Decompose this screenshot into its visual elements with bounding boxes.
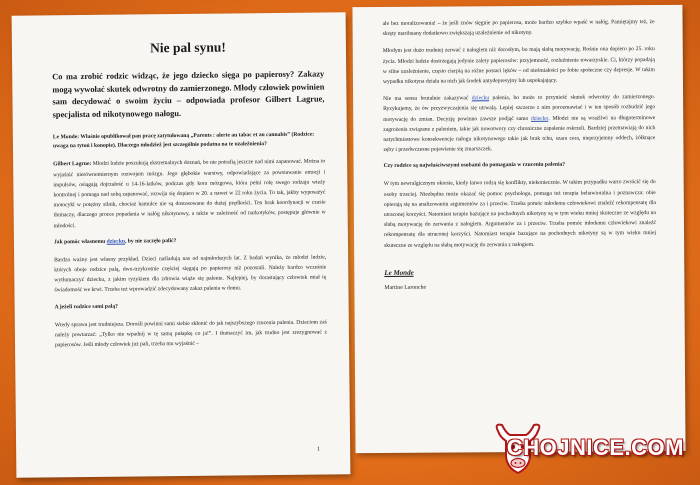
answer-1 [53, 157, 326, 231]
answer-3: Wtedy sprawa jest trudniejsza. Dorośli powinni sami siebie skłonić do jak najszybszego rzucenia palenia. Dzieciom zaś należy powtarzać: „Tylko nie wpadnij w tę samą pułapkę co ja!”. I tłumaczyć im, jak trudno jest zrezygnować z papierosów. Jeśli młody człowiek już pali, trzeba mu wyjaśnić – [54, 319, 327, 349]
page-1-content [52, 12, 329, 477]
article-page-2 [352, 5, 685, 453]
answer-1-speaker: Gilbert Lagrue: [53, 161, 92, 168]
paragraph-prohibition-link-2[interactable]: dziecko [530, 115, 549, 122]
question-2-text-after: , by nie zaczęło palić? [124, 237, 177, 245]
paragraph-prohibition-text-2: palenia, bo może to przynieść skutek odwrotny do zamierzonego. Ryzykujemy, że ów przyzwyczajenia się utrwalą. Lepiej szczerze z nim porozmawiać i w ten sposób rozbudzić jego motywację do zmian. Decyzję powinno zawsze podjąć samo [383, 94, 656, 123]
paragraph-prohibition-text-1: Nie ma sensu brutalnie zakazywać [383, 95, 472, 103]
article-title: Nie pal synu! [149, 39, 226, 56]
article-author: Martine Laronche [384, 284, 427, 291]
answer-4: W tym newralgicznym okresie, kiedy łatwo rodzą się konflikty, niekoniecznie. W takim przypadku warto zwrócić się do osoby trzeciej. Niezbędna może okazać się pomoc psychologa, pomaga też terapia behawioralna i poznawcza: obie opierają się na analizowaniu argumentów za i przeciw. Trzeba pomóc młodemu człowiekowi znaleźć rekompensatę dla utraconej korzyści. Natomiast terapie bazujące na pochodnych nikotyny są w tym wieku mniej skuteczne ze względu na słabą motywację do zerwania z nałogiem. Argumentów za i przeciw. Trzeba pomóc młodemu człowiekowi znaleźć rekompensatę dla utraconej korzyści. Natomiast terapie bazujące na pochodnych nikotyny są w tym wieku mniej skuteczne ze względu na słabą motywację do zerwania z nałogiem. [383, 179, 657, 249]
article-page-1 [12, 12, 351, 477]
question-1: Le Monde: Właśnie opublikował pan pracę zatytułowaną „Parents : alerte au tabac et au cannabis” (Rodzice: uwaga na tytoń i konopie). Dlaczego młodzież jest szczególnie podatna na te uzależnienia? [52, 131, 315, 150]
paragraph-continuation: ale bez moralizowania! – że jeśli znów sięgnie po papierosa, może bardzo szybko wpaść w nałóg. Pamiętajmy też, że skręty marihuany dodatkowo zwiększają uzależnienie od nikotyny. [382, 19, 655, 38]
paragraph-prohibition [383, 92, 655, 155]
watermark-text: CHOJNICE.COM [506, 435, 684, 460]
question-2-text-before: Jak pomóc własnemu [53, 238, 107, 246]
paragraph-prohibition-text-3: . Młodzi nie są wrażliwi na długoterminowe zagrożenia związane z paleniem, takie jak nowotwory czy chroniczne zapalenie oskrzeli. Bardziej przemawiają do nich natychmiastowe konsekwencje nałogu nikotynowego takie jak brak tchu, szara cera, nieprzyjemny oddech, żółknące zęby i przedwczesne pojawienie się zmarszczek. [383, 114, 656, 154]
paragraph-motivation: Młodym jest dużo trudniej zerwać z nałogiem niż dorosłym, bo mają słabą motywację. Rośnie ona dopiero po 25. roku życia. Młodzi ludzie dostrzegają jedynie zalety papierosów: przyjemność, rozluźnienie towarzyskie. Ci, którzy popadają w silne uzależnienie, często cierpią na różne postaci lęków – od nieśmiałości po fobie społeczne czy depresje. W takim wypadku nikotyna działa na nich jak środek antydepresyjny lub uspokajający. [382, 46, 655, 85]
question-2 [54, 235, 326, 247]
question-2-link[interactable]: dziecku [106, 238, 126, 245]
page-number: 1 [317, 446, 321, 453]
page-2-content [382, 5, 657, 453]
question-3: A jeżeli rodzice sami palą? [54, 303, 118, 310]
paragraph-prohibition-link-1[interactable]: dziecku [471, 95, 490, 102]
answer-1-text: Młodzi ludzie poszukują ekstremalnych doznań, bo nie potrafią jeszcze nad nimi zapanować. Można to wyjaśnić nierównomiernym rozwojem mózgu. Jego głębokie warstwy, odpowiadające za powstawanie emocji i impulsów, osiągają dojrzałość u 14-16-latków, podczas gdy kora mózgowa, która pełni rolę swego rodzaju wieży kontrolnej i pomaga nad sobą zapanować, rozwija się dopiero w 20. a nawet w 22 roku życia. To tak, jakby wyposażyć motocykl w potężny silnik, chociaż hamulce nie są dostosowane do dużej prędkości. Ten brak koordynacji w czasie tłumaczy, dlaczego proces popadania w nałóg nikotynowy, a także w zależność od narkotyków, postępuje głównie w młodości. [53, 158, 326, 229]
le-monde-logo: Le Monde [384, 268, 414, 277]
chojnice-watermark [492, 421, 688, 477]
article-lead: Co ma zrobić rodzic widząc, że jego dziecko sięga po papierosy? Zakazy mogą wywołać skutek odwrotny do zamierzonego. Młody człowiek powinien sam decydować o swoim życiu – odpowiada profesor Gilbert Lagrue, specjalista od nikotynowego nałogu. [52, 69, 325, 120]
answer-2: Bardzo ważny jest własny przykład. Dzieci naśladują nas od najmłodszych lat. Z badań wynika, że młodzi ludzie, których oboje rodzice palą, dwu-trzykrotnie częściej sięgają po papierosy niż pozostali. Należy bardzo wcześnie wytłumaczyć dziecku, z jakim ryzykiem dla zdrowia wiąże się palenie. Najlepiej, by dorastający człowiek miał tę świadomość we krwi. Trzeba też wprowadzić zdecydowany zakaz palenia w domu. [54, 254, 327, 294]
question-4: Czy rodzice są najwłaściwszymi osobami do pomagania w rzuceniu palenia? [383, 162, 566, 170]
